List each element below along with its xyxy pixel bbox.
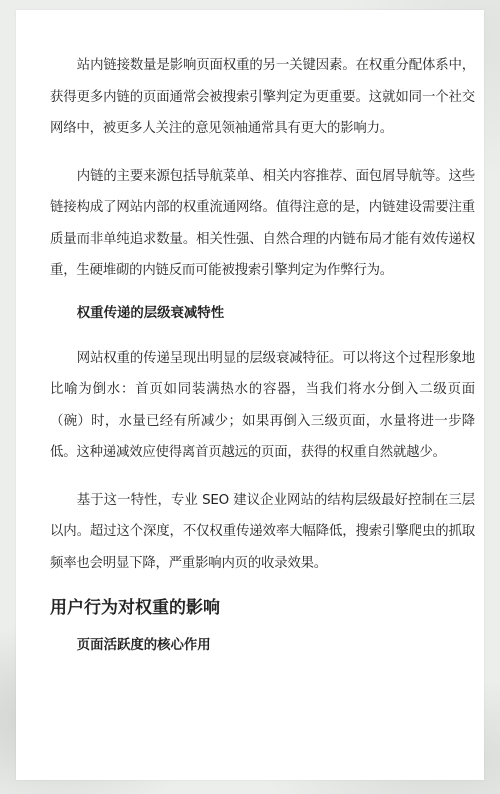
heading-page-activity: 页面活跃度的核心作用 [76,638,211,653]
paragraph-structure-depth: 基于这一特性，专业 SEO 建议企业网站的结构层级最好控制在三层以内。超过这个深度，不仅权重传递效率大幅降低，搜索引擎爬虫的抓取频率也会明显下降，严重影响内页的收录效果。 [50,492,475,571]
paragraph-internal-link-sources: 内链的主要来源包括导航菜单、相关内容推荐、面包屑导航等。这些链接构成了网站内部的权重流通网络。值得注意的是，内链建设需要注重质量而非单纯追求数量。相关性强、自然合理的内链布局才能有效传递权重，生硬堆砌的内链反而可能被搜索引擎判定为作弊行为。 [50,168,475,278]
article-sheet [16,10,484,780]
article-body [50,50,475,675]
paragraph-decay-analogy: 网站权重的传递呈现出明显的层级衰减特征。可以将这个过程形象地比喻为倒水：首页如同装满热水的容器，当我们将水分倒入二级页面（碗）时，水量已经有所减少；如果再倒入三级页面，水量将进一步降低。这种递减效应使得离首页越远的页面，获得的权重自然就越少。 [50,350,475,460]
paragraph-internal-link-count: 站内链接数量是影响页面权重的另一关键因素。在权重分配体系中，获得更多内链的页面通常会被搜索引擎判定为更重要。这就如同一个社交网络中，被更多人关注的意见领袖通常具有更大的影响力。 [50,58,475,136]
heading-weight-decay: 权重传递的层级衰减特性 [76,305,225,321]
heading-user-behavior: 用户行为对权重的影响 [50,598,220,618]
